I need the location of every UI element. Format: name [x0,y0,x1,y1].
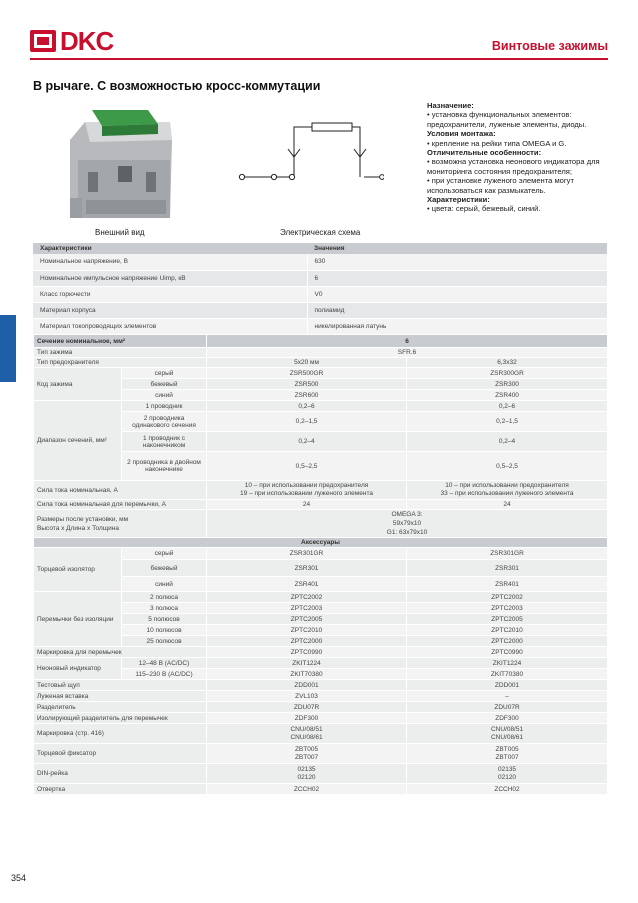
table-row [34,691,608,702]
row-label: Маркировка для перемычек [34,647,207,658]
row-sublabel: 2 проводника в двойном наконечнике [122,452,207,481]
row-sublabel: синий [122,577,207,592]
row-sublabel: 1 проводник с наконечником [122,432,207,452]
row-value: ZKIT70380 [407,669,608,680]
section-title: Винтовые зажимы [491,39,608,53]
row-sublabel: 2 проводника одинакового сечения [122,412,207,432]
row-value: ZCCH02 [207,784,407,795]
electrical-schema-diagram [234,115,384,190]
row-label: Тип предохранителя [34,358,207,368]
row-value: ZSR300GR [407,368,608,379]
table-row [34,592,608,603]
table-row [34,764,608,784]
desc-purpose-text: • установка функциональных элементов: предохранители, луженые элементы, диоды. [427,110,587,129]
table-row [33,270,607,286]
row-value: ZSR500 [207,379,407,390]
row-value: ZDD001 [407,680,608,691]
desc-feature-1: • возможна установка неонового индикатора для мониторинга состояния предохранителя; [427,157,600,176]
row-label: Класс горючести [33,286,307,302]
table-row [34,481,608,500]
row-value: ZKIT1224 [207,658,407,669]
dkc-logo-icon [30,30,56,52]
row-value: ZPTC2005 [207,614,407,625]
row-label: Диапазон сечений, мм² [34,401,122,481]
row-label: Луженая вставка [34,691,207,702]
table-row [33,286,607,302]
row-value: ZBT005 ZBT007 [207,744,407,764]
row-label: Тестовый щуп [34,680,207,691]
row-value: ZSR401 [407,577,608,592]
row-value: CNU/08/51 CNU/08/61 [407,724,608,744]
row-sublabel: серый [122,548,207,560]
row-value: никелированная латунь [307,318,607,334]
row-value: 5x20 мм [207,358,407,368]
row-sublabel: 3 полюса [122,603,207,614]
characteristics-table [33,243,607,335]
row-value: 10 – при использовании предохранителя 33 – при использовании луженого элемента [407,481,608,500]
desc-feature-2: • при установке луженого элемента могут использоваться как размыкатель. [427,176,574,195]
row-sublabel: 10 полюсов [122,625,207,636]
row-value: 0,2–6 [207,401,407,412]
row-value: ZPTC2010 [407,625,608,636]
row-label: Код зажима [34,368,122,401]
specification-table [33,334,608,795]
column-header: Характеристики [33,243,307,254]
row-value: ZSR301 [407,560,608,577]
brand-logo [30,26,114,56]
desc-heading-mounting: Условия монтажа: [427,129,496,139]
table-row [34,713,608,724]
row-value: ZSR301GR [207,548,407,560]
desc-heading-features: Отличительные особенности: [427,148,542,158]
row-value: ZSR600 [207,390,407,401]
row-label: Номинальное напряжение, В [33,254,307,270]
row-value: 0,2–4 [407,432,608,452]
product-description [427,101,612,214]
row-value: CNU/08/51 CNU/08/61 [207,724,407,744]
table-row [34,744,608,764]
side-chapter-tab [0,315,16,382]
row-sublabel: серый [122,368,207,379]
row-label: Номинальное импульсное напряжение Uimp, кВ [33,270,307,286]
row-value: ZSR301GR [407,548,608,560]
table-row [34,784,608,795]
row-value: ZPTC2000 [407,636,608,647]
desc-heading-characteristics: Характеристики: [427,195,490,205]
row-value: ZDU07R [207,702,407,713]
row-value: ZDF300 [207,713,407,724]
page-title: В рычаге. С возможностью кросс-коммутации [33,79,321,93]
row-value: ZPTC2003 [207,603,407,614]
row-label: DIN-рейка [34,764,207,784]
row-value: ZPTC2002 [207,592,407,603]
row-value: ZPTC2000 [207,636,407,647]
row-value: 630 [307,254,607,270]
row-sublabel: 115–230 В (AC/DC) [122,669,207,680]
row-value: ZDF300 [407,713,608,724]
row-sublabel: 2 полюса [122,592,207,603]
row-value: ZSR301 [207,560,407,577]
table-row [34,548,608,560]
row-sublabel: 1 проводник [122,401,207,412]
row-sublabel: бежевый [122,560,207,577]
table-row [34,702,608,713]
row-value: 0,2–4 [207,432,407,452]
row-label: Торцевой фиксатор [34,744,207,764]
row-value: 10 – при использовании предохранителя 19 – при использовании луженого элемента [207,481,407,500]
accessories-title: Аксессуары [34,538,608,548]
row-label: Материал токопроводящих элементов [33,318,307,334]
row-value: ZKIT1224 [407,658,608,669]
row-label: Сила тока номинальная для перемычки, А [34,500,207,510]
row-label: Маркировка (стр. 416) [34,724,207,744]
table-row [33,318,607,334]
row-label: Отвертка [34,784,207,795]
row-value: 02135 02120 [407,764,608,784]
table-row [34,500,608,510]
row-label: Тип зажима [34,348,207,358]
row-label: Сила тока номинальная, А [34,481,207,500]
row-value: 6,3x32 [407,358,608,368]
row-label: Изолирующий разделитель для перемычек [34,713,207,724]
row-value: ZKIT70380 [207,669,407,680]
desc-mounting-text: • крепление на рейки типа OMEGA и G. [427,138,567,148]
page-number: 354 [11,873,27,883]
row-value: SFR.6 [207,348,608,358]
row-value: ZPTC2003 [407,603,608,614]
row-value: 02135 02120 [207,764,407,784]
row-value: 0,2–1,5 [407,412,608,432]
table-row [34,724,608,744]
row-value: полиамид [307,302,607,318]
row-value: ZDD001 [207,680,407,691]
header-divider [30,58,608,60]
brand-name: DKC [60,26,114,56]
header-label: Сечение номинальное, мм² [34,335,207,348]
row-value: ZPTC2002 [407,592,608,603]
accessories-header-row [34,538,608,548]
table-row [34,368,608,379]
table-row [34,658,608,669]
row-value: ZPTC2010 [207,625,407,636]
row-value: ZVL103 [207,691,407,702]
row-value: ZSR500GR [207,368,407,379]
row-sublabel: синий [122,390,207,401]
row-value: ZCCH02 [407,784,608,795]
row-label: Разделитель [34,702,207,713]
row-value: V0 [307,286,607,302]
header-value: 6 [207,335,608,348]
column-header: Значения [307,243,607,254]
desc-heading-purpose: Назначение: [427,101,474,110]
row-value: ZPTC0990 [407,647,608,658]
table-row [33,302,607,318]
table-row [34,510,608,538]
row-value: ZBT005 ZBT007 [407,744,608,764]
row-value: – [407,691,608,702]
table-row [34,348,608,358]
row-sublabel: 5 полюсов [122,614,207,625]
row-value: ZSR300 [407,379,608,390]
row-value: ZPTC2005 [407,614,608,625]
row-value: ZSR400 [407,390,608,401]
row-value: 0,5–2,5 [407,452,608,481]
table-row [33,254,607,270]
row-value: ZDU07R [407,702,608,713]
table-row [34,647,608,658]
caption-external-view: Внешний вид [95,228,145,237]
table-row [34,358,608,368]
desc-characteristics-text: • цвета: серый, бежевый, синий. [427,204,541,214]
caption-electrical-schema: Электрическая схема [280,228,361,237]
row-sublabel: 25 полюсов [122,636,207,647]
row-value: 0,2–1,5 [207,412,407,432]
row-value: 0,2–6 [407,401,608,412]
row-value: ZSR401 [207,577,407,592]
row-label: Торцевой изолятор [34,548,122,592]
row-value: 0,5–2,5 [207,452,407,481]
row-value: 24 [207,500,407,510]
row-value: 24 [407,500,608,510]
row-sublabel: 12–48 В (AC/DC) [122,658,207,669]
row-value: ZPTC0990 [207,647,407,658]
table-row [34,401,608,412]
row-label: Перемычки без изоляции [34,592,122,647]
row-sublabel: бежевый [122,379,207,390]
table-header-row [33,243,607,254]
row-label: Материал корпуса [33,302,307,318]
terminal-block-image [60,100,180,222]
table-row [34,680,608,691]
row-value: 6 [307,270,607,286]
row-label: Размеры после установки, мм Высота х Длина х Толщина [34,510,207,538]
row-label: Неоновый индикатор [34,658,122,680]
row-value: OMEGA 3: 59x79x10 G1: 63x79x10 [207,510,608,538]
table-header-row [34,335,608,348]
